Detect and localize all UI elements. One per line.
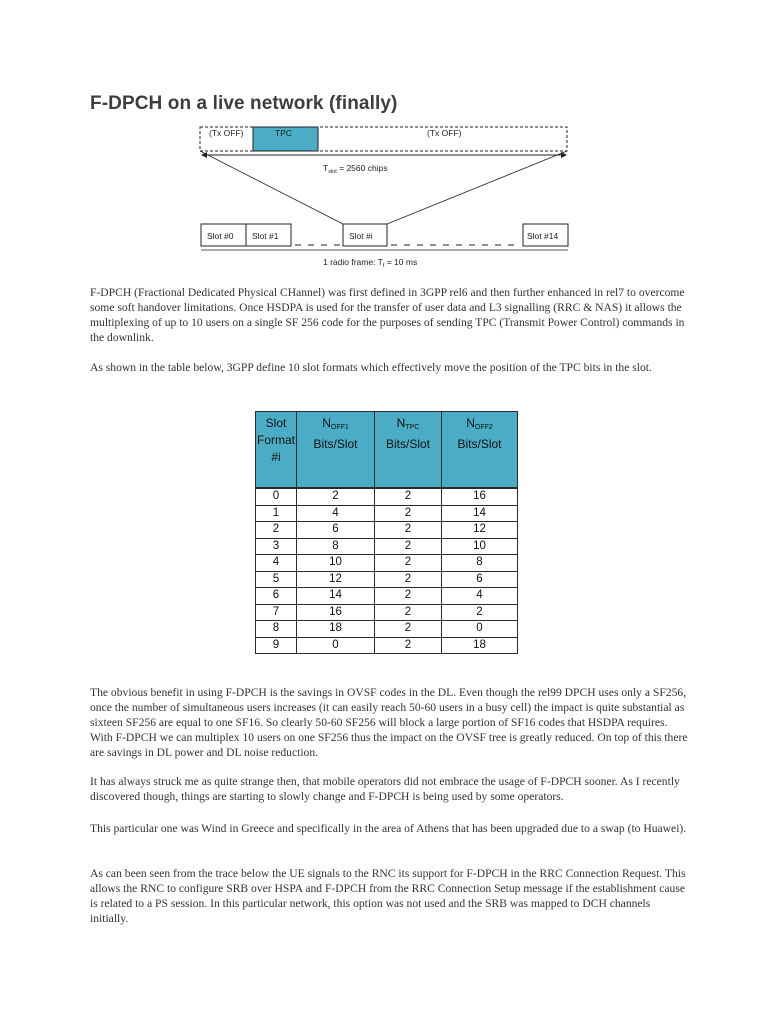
table-cell: 2 [375, 604, 442, 621]
paragraph-trace: As can been seen from the trace below the UE signals to the RNC its support for F-DPCH in the RRC Connection Request. This allows the RNC to configure SRB over HSPA and F-DPCH from the RRC Connection Setup message if the establishment cause is related to a PS session. In this particular network, this option was not used and the SRB was mapped to DCH channels initially. [90, 867, 686, 925]
table-row [256, 555, 518, 572]
paragraph-benefit: The obvious benefit in using F-DPCH is the savings in OVSF codes in the DL. Even though the rel99 DPCH uses only a SF256, once the number of simultaneous users increases (it can easily reach 50-60 users in a busy cell) the impact is quite substantial as sixteen SF256 are equal to one SF16. So clearly 50-60 SF256 will block a large portion of SF16 codes that HSDPA requires. With F-DPCH we can multiplex 10 users on one SF256 thus the impact on the OVSF tree is greatly reduced. On top of this there are savings in DL power and DL noise reduction. [90, 686, 688, 759]
table-cell: 3 [256, 538, 297, 555]
table-row [256, 621, 518, 638]
table-cell: 10 [297, 555, 375, 572]
table-cell: 2 [375, 637, 442, 654]
table-cell: 2 [375, 522, 442, 539]
tx-off-left-label: (Tx OFF) [209, 128, 244, 138]
table-cell: 2 [256, 522, 297, 539]
table-cell: 2 [375, 621, 442, 638]
slot-0-label: Slot #0 [207, 231, 234, 241]
table-cell: 6 [442, 571, 518, 588]
table-cell: 2 [442, 604, 518, 621]
table-row [256, 505, 518, 522]
slot-format-table [255, 411, 518, 654]
table-row [256, 522, 518, 539]
table-row [256, 488, 518, 505]
table-cell: 2 [375, 488, 442, 505]
table-cell: 16 [442, 488, 518, 505]
table-cell: 1 [256, 505, 297, 522]
paragraph-operators: It has always struck me as quite strange then, that mobile operators did not embrace the usage of F-DPCH sooner. As I recently discovered though, things are starting to slowly change and F-DPCH is being used by some operators. [90, 775, 680, 803]
table-cell: 2 [375, 588, 442, 605]
header-slot-format: Slot Format #i [256, 412, 297, 489]
table-cell: 9 [256, 637, 297, 654]
table-cell: 8 [297, 538, 375, 555]
paragraph-slot-formats: As shown in the table below, 3GPP define 10 slot formats which effectively move the position of the TPC bits in the slot. [90, 361, 652, 374]
table-cell: 4 [256, 555, 297, 572]
table-cell: 14 [297, 588, 375, 605]
table-cell: 2 [375, 555, 442, 572]
table-cell: 6 [256, 588, 297, 605]
table-cell: 4 [297, 505, 375, 522]
header-noff2: $N_{OFF2}$ Bits/Slot [442, 412, 518, 489]
table-cell: 10 [442, 538, 518, 555]
slot-1-label: Slot #1 [252, 231, 279, 241]
table-cell: 12 [297, 571, 375, 588]
table-cell: 7 [256, 604, 297, 621]
table-row [256, 604, 518, 621]
table-cell: 14 [442, 505, 518, 522]
paragraph-intro: F-DPCH (Fractional Dedicated Physical CHannel) was first defined in 3GPP rel6 and then further enhanced in rel7 to overcome some soft handover limitations. Once HSDPA is used for the transfer of user data and L3 signalling (RRC & NAS) it allows the multiplexing of up to 10 users on a single SF 256 code for the purposes of sending TPC (Transmit Power Control) commands in the downlink. [90, 286, 685, 344]
paragraph-wind-greece: This particular one was Wind in Greece and specifically in the area of Athens that has been upgraded due to a swap (to Huawei). [90, 822, 687, 835]
table-cell: 8 [256, 621, 297, 638]
table-cell: 2 [375, 505, 442, 522]
header-noff1: $N_{OFF1}$ Bits/Slot [297, 412, 375, 489]
expand-line-right [387, 151, 567, 224]
table-row [256, 637, 518, 654]
table-cell: 2 [375, 538, 442, 555]
page-title: F-DPCH on a live network (finally) [90, 93, 398, 114]
table-cell: 8 [442, 555, 518, 572]
table-cell: 12 [442, 522, 518, 539]
tx-off-right-label: (Tx OFF) [427, 128, 462, 138]
header-ntpc: $N_{TPC}$ Bits/Slot [375, 412, 442, 489]
table-cell: 18 [442, 637, 518, 654]
table-row [256, 538, 518, 555]
tslot-label: $T_{slot} = 2560$ chips [323, 163, 388, 175]
table-row [256, 588, 518, 605]
fdpch-slot-diagram [195, 122, 575, 272]
table-cell: 5 [256, 571, 297, 588]
table-header-row [256, 412, 518, 489]
expand-line-left [200, 151, 343, 224]
slot-14-label: Slot #14 [527, 231, 559, 241]
tpc-label: TPC [275, 128, 292, 138]
table-cell: 0 [297, 637, 375, 654]
slot-i-label: Slot #i [349, 231, 373, 241]
radio-frame-label: 1 radio frame: $T_f = 10$ ms [323, 257, 418, 269]
table-cell: 16 [297, 604, 375, 621]
table-cell: 18 [297, 621, 375, 638]
table-cell: 2 [375, 571, 442, 588]
table-cell: 0 [442, 621, 518, 638]
table-body [256, 488, 518, 654]
table-cell: 0 [256, 488, 297, 505]
table-row [256, 571, 518, 588]
table-cell: 4 [442, 588, 518, 605]
table-cell: 6 [297, 522, 375, 539]
table-cell: 2 [297, 488, 375, 505]
